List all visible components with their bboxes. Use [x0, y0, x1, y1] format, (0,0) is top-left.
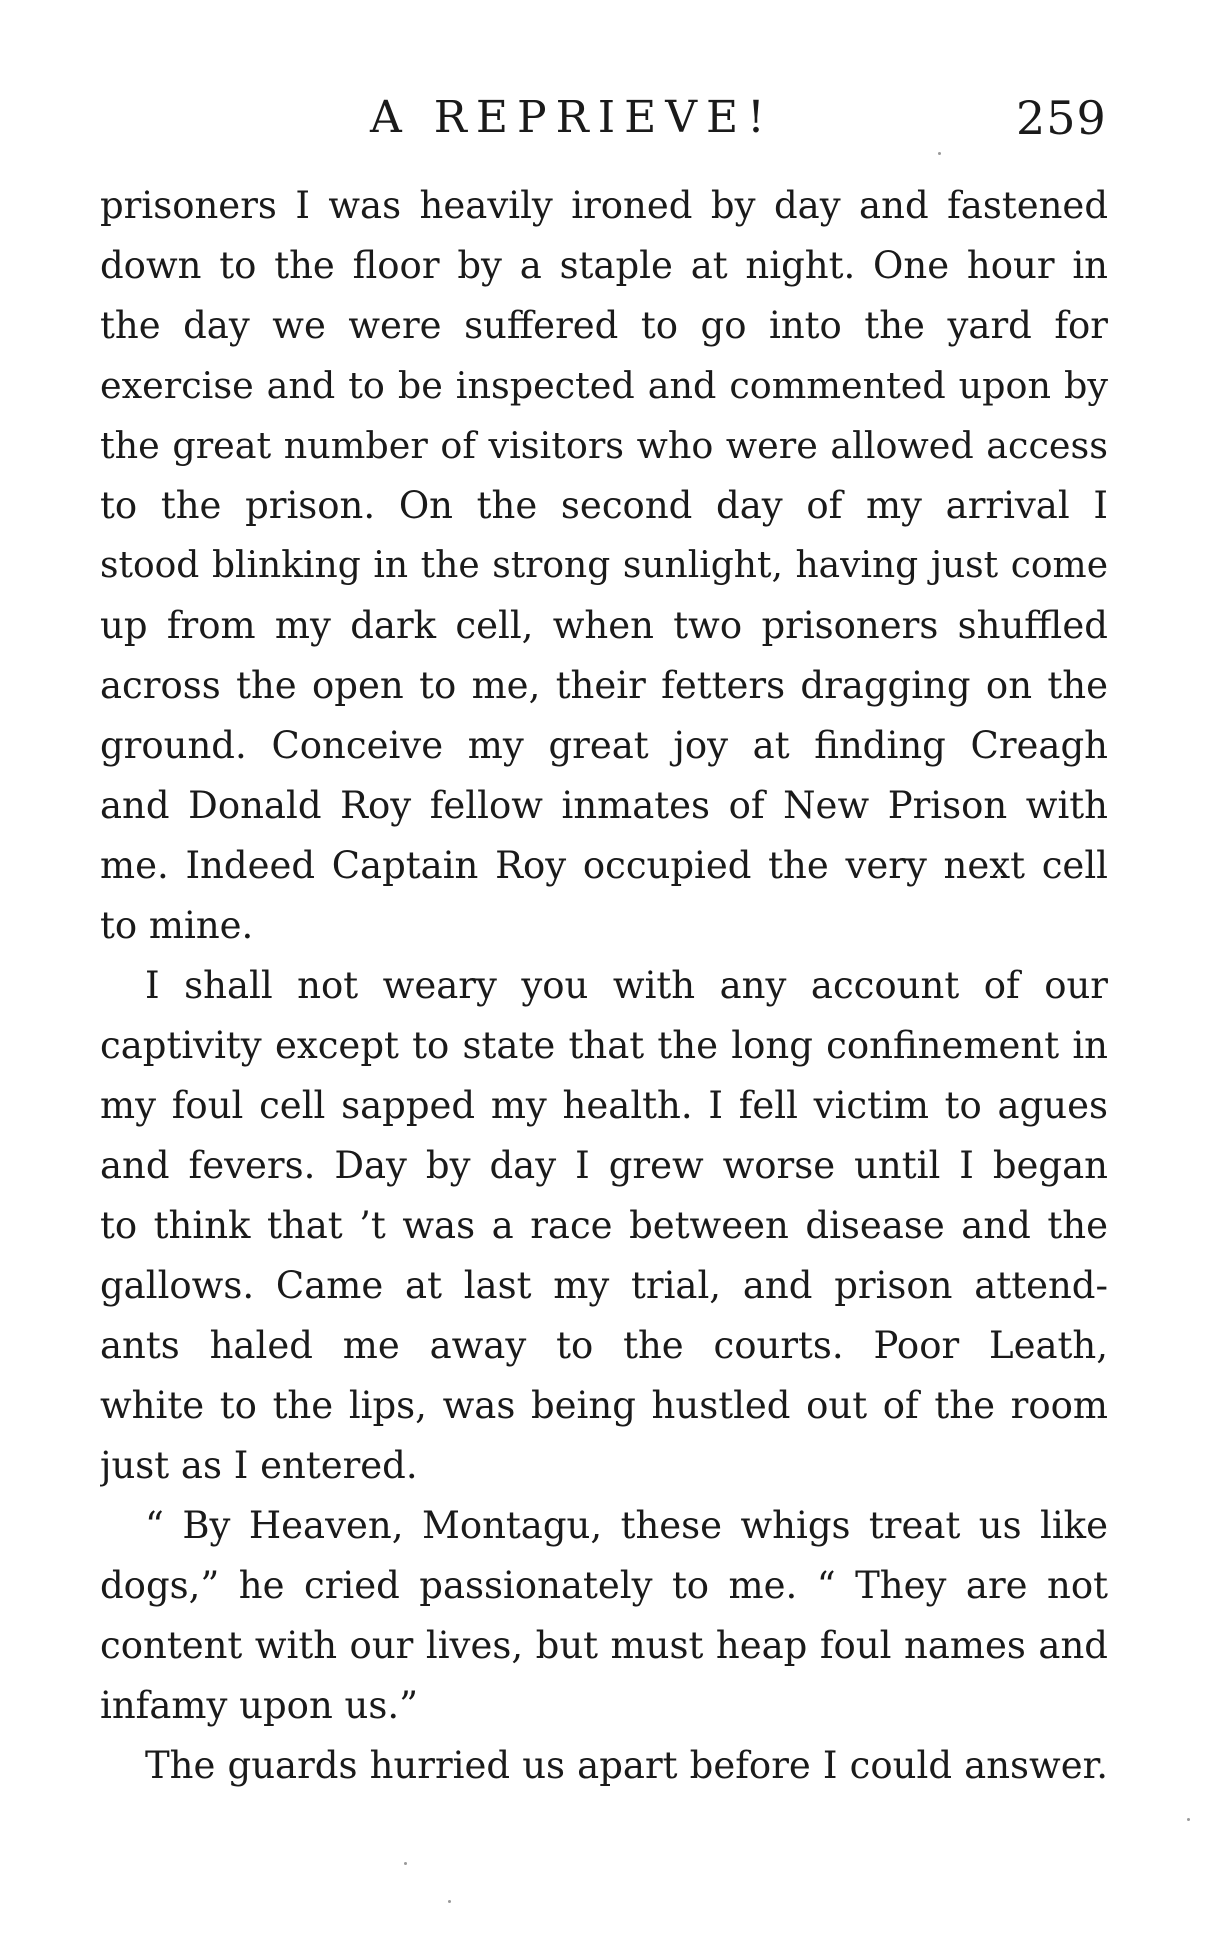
text-line: prisoners I was heavily ironed by day and fastened [100, 184, 1108, 227]
text-line: across the open to me, their fetters dragging on the [100, 664, 1108, 707]
running-title: A REPRIEVE! [370, 92, 774, 143]
text-line: the day we were suffered to go into the yard for [100, 304, 1108, 347]
text-line: to think that ’t was a race between disease and the [100, 1204, 1108, 1247]
paper-speck [404, 1862, 407, 1865]
text-line: white to the lips, was being hustled out of the room [100, 1384, 1108, 1427]
text-line: just as I entered. [100, 1444, 418, 1487]
text-line: infamy upon us.” [100, 1684, 419, 1727]
body-text [100, 176, 1108, 1796]
text-line: captivity except to state that the long confinement in [100, 1024, 1108, 1067]
text-line: and fevers. Day by day I grew worse until I began [100, 1144, 1108, 1187]
text-line: I shall not weary you with any account of our [145, 964, 1108, 1007]
text-line: my foul cell sapped my health. I fell victim to agues [100, 1084, 1108, 1127]
text-line: me. Indeed Captain Roy occupied the very next cell [100, 844, 1108, 887]
text-line: up from my dark cell, when two prisoners shuffled [100, 604, 1108, 647]
paper-speck [448, 1900, 451, 1903]
text-line: the great number of visitors who were allowed access [100, 424, 1108, 467]
page-number: 259 [1016, 91, 1107, 145]
text-line: ground. Conceive my great joy at finding Creagh [100, 724, 1108, 767]
text-line: dogs,” he cried passionately to me. “ They are not [100, 1564, 1108, 1607]
text-line: “ By Heaven, Montagu, these whigs treat us like [145, 1504, 1108, 1547]
text-line: The guards hurried us apart before I could answer. [145, 1744, 1108, 1787]
text-line: content with our lives, but must heap foul names and [100, 1624, 1108, 1667]
text-line: down to the floor by a staple at night. One hour in [100, 244, 1108, 287]
text-line: to mine. [100, 904, 254, 947]
paper-speck [938, 152, 941, 155]
text-line: and Donald Roy fellow inmates of New Prison with [100, 784, 1108, 827]
text-line: ants haled me away to the courts. Poor Leath, [100, 1324, 1108, 1367]
paper-speck [1187, 1818, 1190, 1821]
text-line: gallows. Came at last my trial, and prison attend- [100, 1264, 1108, 1307]
text-line: stood blinking in the strong sunlight, having just come [100, 545, 1108, 586]
text-line: exercise and to be inspected and commented upon by [100, 364, 1108, 407]
text-line: to the prison. On the second day of my arrival I [100, 484, 1108, 527]
